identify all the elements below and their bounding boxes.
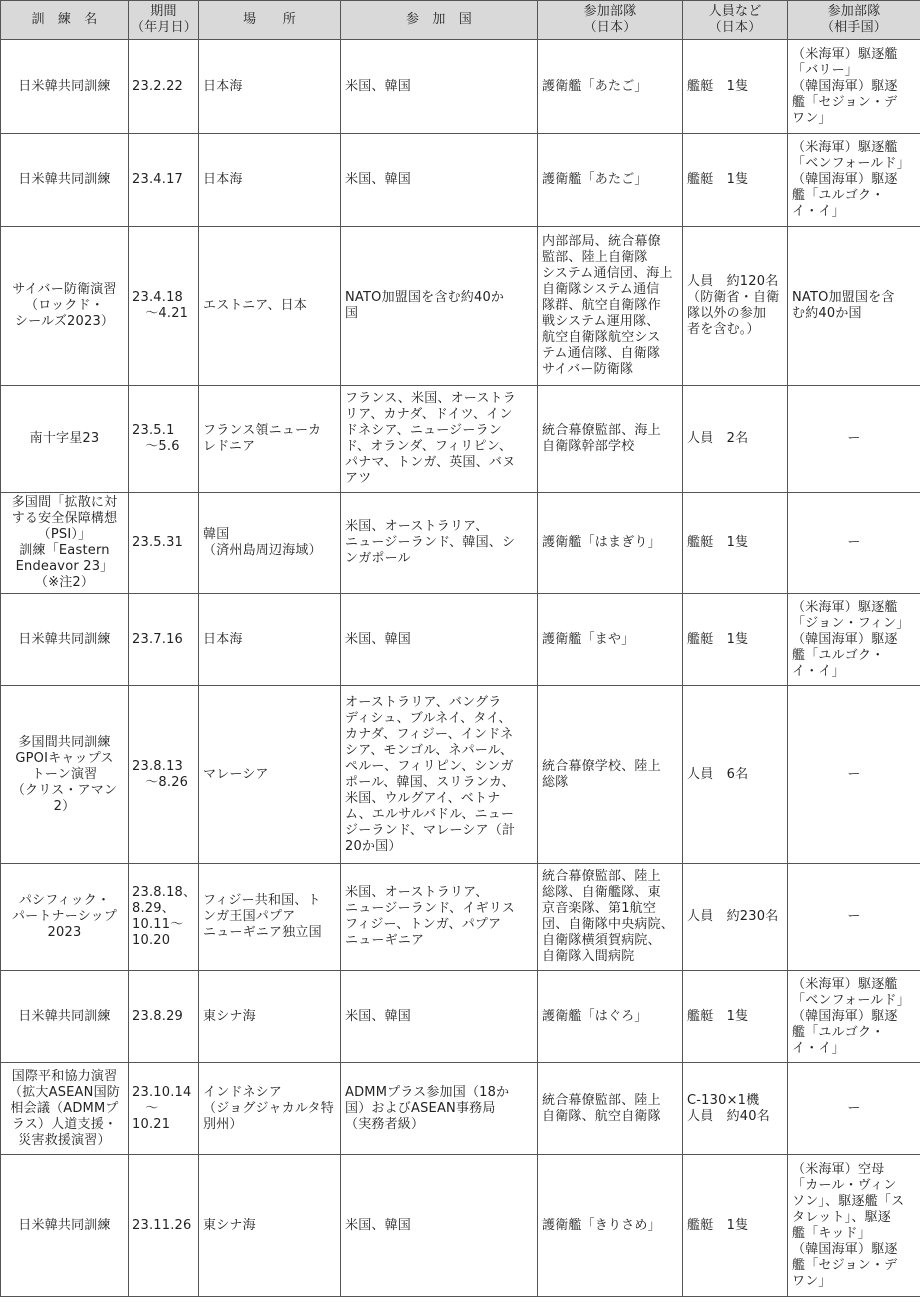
exercise-countries: 米国、韓国 [341,594,538,686]
exercise-personnel: C-130×1機 人員 約40名 [683,1063,788,1155]
exercise-units-partner: ー [788,386,920,493]
table-header-row [1,1,920,40]
exercise-units-japan: 護衛艦「まや」 [538,594,683,686]
exercise-units-japan: 内部部局、統合幕僚 監部、陸上自衛隊 システム通信団、海上 自衛隊システム通信 隊群、航空自衛隊作 戦システム運用隊、 航空自衛隊航空シス テム通信隊、自衛隊 サイバー防衛隊 [538,227,683,386]
table-row [1,227,920,386]
exercise-name: パシフィック・ パートナーシップ 2023 [1,864,129,971]
table-row [1,386,920,493]
exercise-place: マレーシア [199,686,341,864]
table-row [1,864,920,971]
exercise-units-japan: 統合幕僚監部、陸上 総隊、自衛艦隊、東 京音楽隊、第1航空 団、自衛隊中央病院、 自衛隊横須賀病院、 自衛隊入間病院 [538,864,683,971]
exercise-personnel: 艦艇 1隻 [683,594,788,686]
exercise-name: 日米韓共同訓練 [1,40,129,134]
exercise-units-partner: （米海軍）駆逐艦 「ベンフォールド」 （韓国海軍）駆逐 艦「ユルゴク・ イ・イ」 [788,971,920,1063]
exercise-units-japan: 護衛艦「あたご」 [538,134,683,227]
exercise-period: 23.8.13 ～8.26 [129,686,199,864]
header-units-partner: 参加部隊 （相手国） [788,1,920,40]
exercise-units-japan: 統合幕僚監部、海上 自衛隊幹部学校 [538,386,683,493]
exercise-name: 日米韓共同訓練 [1,594,129,686]
exercise-place: エストニア、日本 [199,227,341,386]
header-name: 訓 練 名 [1,1,129,40]
header-place: 場 所 [199,1,341,40]
header-period: 期間 （年月日） [129,1,199,40]
exercise-units-partner: ー [788,493,920,594]
exercise-units-japan: 護衛艦「はまぎり」 [538,493,683,594]
exercise-personnel: 艦艇 1隻 [683,971,788,1063]
exercise-units-partner: （米海軍）駆逐艦 「ベンフォールド」 （韓国海軍）駆逐 艦「ユルゴク・ イ・イ」 [788,134,920,227]
exercise-name: 南十字星23 [1,386,129,493]
exercise-place: 東シナ海 [199,1155,341,1297]
exercise-countries: オーストラリア、バングラ ディシュ、ブルネイ、タイ、 カナダ、フィジー、インドネ シア、モンゴル、ネパール、 ペルー、フィリピン、シンガ ポール、韓国、スリランカ、 米国、ウルグアイ、ベトナ ム、エルサルバドル、ニュー ジーランド、マレーシア（計 20か国） [341,686,538,864]
exercise-countries: 米国、韓国 [341,971,538,1063]
exercise-name: 多国間「拡散に対 する安全保障構想 （PSI）」 訓練「Eastern Endeavor 23」 （※注2） [1,493,129,594]
exercise-period: 23.11.26 [129,1155,199,1297]
exercise-personnel: 艦艇 1隻 [683,134,788,227]
exercise-place: 韓国 （済州島周辺海域） [199,493,341,594]
exercise-place: 日本海 [199,594,341,686]
table-row [1,594,920,686]
exercise-units-japan: 護衛艦「はぐろ」 [538,971,683,1063]
exercise-personnel: 艦艇 1隻 [683,40,788,134]
exercise-period: 23.2.22 [129,40,199,134]
exercise-countries: 米国、オーストラリア、 ニュージーランド、イギリス フィジー、トンガ、パプア ニューギニア [341,864,538,971]
exercise-units-japan: 統合幕僚監部、陸上 自衛隊、航空自衛隊 [538,1063,683,1155]
exercise-countries: 米国、韓国 [341,134,538,227]
exercise-countries: 米国、オーストラリア、 ニュージーランド、韓国、シ ンガポール [341,493,538,594]
header-countries: 参 加 国 [341,1,538,40]
exercise-period: 23.4.17 [129,134,199,227]
exercise-place: 東シナ海 [199,971,341,1063]
exercise-personnel: 人員 2名 [683,386,788,493]
exercise-name: 日米韓共同訓練 [1,134,129,227]
exercise-name: サイバー防衛演習 （ロックド・ シールズ2023） [1,227,129,386]
exercise-name: 多国間共同訓練 GPOIキャップス トーン演習 （クリス・アマン 2） [1,686,129,864]
exercise-countries: 米国、韓国 [341,1155,538,1297]
table-row [1,134,920,227]
exercise-place: 日本海 [199,40,341,134]
exercise-units-partner: （米海軍）空母 「カール・ヴィン ソン」、駆逐艦「ス タレット」、駆逐 艦「キッド」 （韓国海軍）駆逐 艦「セジョン・デ ワン」 [788,1155,920,1297]
table-row [1,1063,920,1155]
exercise-countries: ADMMプラス参加国（18か 国）およびASEAN事務局 （実務者級） [341,1063,538,1155]
exercise-personnel: 人員 6名 [683,686,788,864]
exercise-period: 23.7.16 [129,594,199,686]
exercise-name: 日米韓共同訓練 [1,971,129,1063]
exercise-countries: 米国、韓国 [341,40,538,134]
exercise-period: 23.5.31 [129,493,199,594]
table-row [1,40,920,134]
exercise-period: 23.8.29 [129,971,199,1063]
exercise-personnel: 艦艇 1隻 [683,1155,788,1297]
exercise-units-japan: 統合幕僚学校、陸上 総隊 [538,686,683,864]
exercise-units-partner: （米海軍）駆逐艦 「バリー」 （韓国海軍）駆逐 艦「セジョン・デ ワン」 [788,40,920,134]
exercise-personnel: 人員 約120名 （防衛省・自衛 隊以外の参加 者を含む。） [683,227,788,386]
exercise-period: 23.8.18、 8.29、 10.11～ 10.20 [129,864,199,971]
header-units-japan: 参加部隊 （日本） [538,1,683,40]
header-personnel-japan: 人員など （日本） [683,1,788,40]
exercise-place: インドネシア （ジョグジャカルタ特 別州） [199,1063,341,1155]
exercise-units-partner: ー [788,686,920,864]
exercise-period: 23.10.14 ～10.21 [129,1063,199,1155]
table-row [1,971,920,1063]
table-row [1,1155,920,1297]
table-row [1,493,920,594]
exercise-countries: フランス、米国、オーストラ リア、カナダ、ドイツ、イン ドネシア、ニュージーラン ド、オランダ、フィリピン、 パナマ、トンガ、英国、バヌ アツ [341,386,538,493]
exercise-units-partner: （米海軍）駆逐艦 「ジョン・フィン」 （韓国海軍）駆逐 艦「ユルゴク・ イ・イ」 [788,594,920,686]
exercise-personnel: 艦艇 1隻 [683,493,788,594]
exercise-units-japan: 護衛艦「きりさめ」 [538,1155,683,1297]
exercise-period: 23.5.1 ～5.6 [129,386,199,493]
exercise-units-japan: 護衛艦「あたご」 [538,40,683,134]
exercise-place: フィジー共和国、ト ンガ王国パプア ニューギニア独立国 [199,864,341,971]
exercise-personnel: 人員 約230名 [683,864,788,971]
exercise-units-partner: ー [788,1063,920,1155]
table-row [1,686,920,864]
exercise-place: フランス領ニューカ レドニア [199,386,341,493]
exercise-units-partner: NATO加盟国を含 む約40か国 [788,227,920,386]
exercise-units-partner: ー [788,864,920,971]
exercise-name: 国際平和協力演習 （拡大ASEAN国防 相会議（ADMMプ ラス）人道支援・ 災害救援演習） [1,1063,129,1155]
exercise-place: 日本海 [199,134,341,227]
exercise-countries: NATO加盟国を含む約40か 国 [341,227,538,386]
exercise-period: 23.4.18 ～4.21 [129,227,199,386]
exercise-name: 日米韓共同訓練 [1,1155,129,1297]
